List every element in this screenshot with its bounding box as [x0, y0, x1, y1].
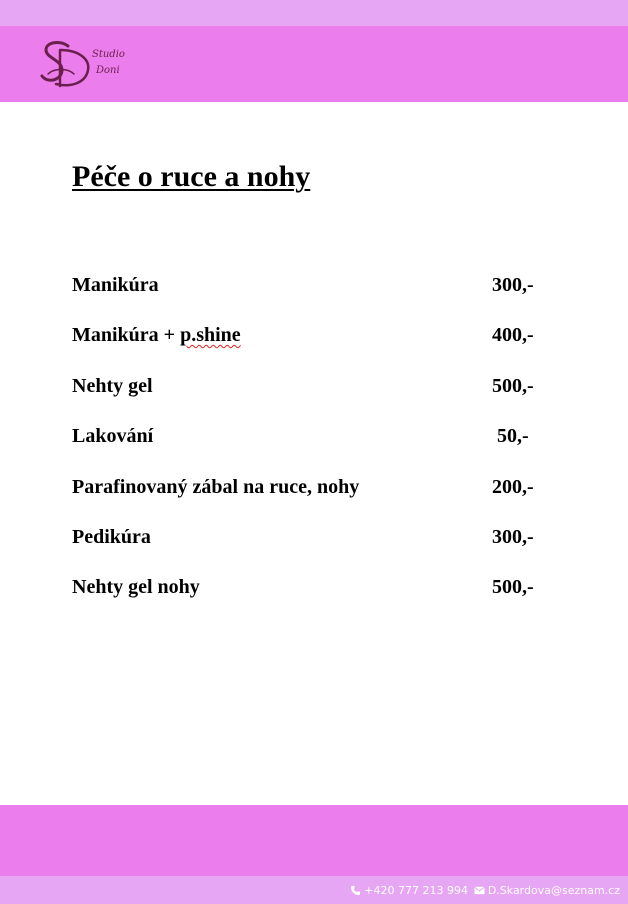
mail-icon	[474, 885, 485, 896]
service-row	[72, 274, 542, 300]
logo-studio-text: Studio	[92, 49, 125, 60]
phone-number: +420 777 213 994	[364, 883, 468, 897]
service-row	[72, 324, 542, 350]
service-name: Nehty gel nohy	[72, 576, 200, 598]
service-name: Pedikúra	[72, 526, 151, 548]
service-name-prefix: Manikúra +	[72, 324, 181, 346]
page-title: Péče o ruce a nohy	[72, 160, 311, 193]
service-price: 50,-	[497, 425, 529, 447]
service-row	[72, 526, 542, 552]
service-name: Lakování	[72, 425, 154, 447]
service-row	[72, 425, 542, 451]
service-name: Nehty gel	[72, 375, 153, 397]
service-row	[72, 476, 542, 502]
service-row	[72, 576, 542, 602]
spellcheck-flagged-word: p.shine	[180, 324, 241, 346]
service-name	[72, 324, 241, 347]
footer-band	[0, 805, 628, 876]
service-price: 500,-	[492, 576, 534, 598]
contact-strip	[0, 876, 628, 904]
contact-phone[interactable]	[350, 882, 468, 898]
email-address: D.Skardova@seznam.cz	[487, 883, 620, 897]
logo-name-text: Doni	[96, 65, 120, 76]
top-strip	[0, 0, 628, 26]
service-price: 300,-	[492, 274, 534, 296]
studio-logo	[38, 38, 133, 92]
service-row	[72, 375, 542, 401]
service-price: 500,-	[492, 375, 534, 397]
contact-email[interactable]	[474, 882, 620, 898]
service-price: 200,-	[492, 476, 534, 498]
phone-icon	[350, 885, 361, 896]
service-price: 400,-	[492, 324, 534, 346]
service-name: Parafinovaný zábal na ruce, nohy	[72, 476, 360, 498]
service-name: Manikúra	[72, 274, 159, 296]
service-price: 300,-	[492, 526, 534, 548]
